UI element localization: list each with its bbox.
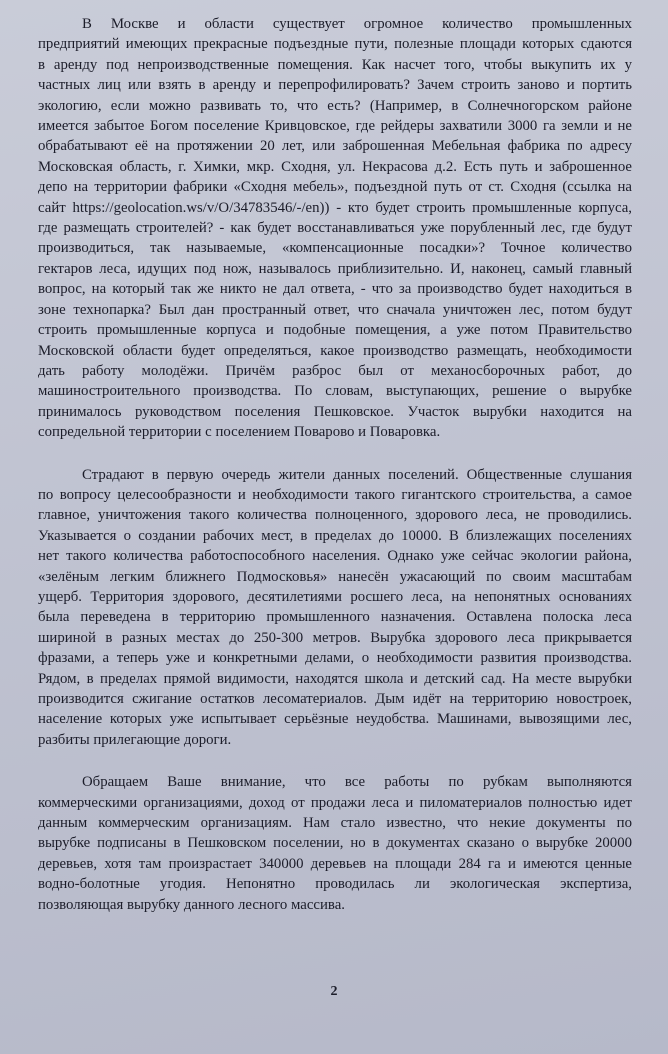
text-line: зоне технопарка? Был дан пространный ответ, что сначала уничтожен лес, потом будут [38,301,632,318]
text-line: вопрос, на который так же никто не дал ответа, - что за производство будет находиться в [38,281,632,298]
text-line: ущерб. Территория здорового, десятилетиями росшего леса, на непонятных основаниях [38,588,632,605]
text-line: депо на территории фабрики «Сходня мебель», подъездной путь от ст. Сходня (ссылка на [38,179,632,196]
paragraph [38,14,632,443]
text-line: Страдают в первую очередь жители данных поселений. Общественные слушания [82,466,632,483]
text-line: коммерческими организациями, доход от продажи леса и пиломатериалов полностью идет [38,794,632,811]
text-line: в аренду под непроизводственные помещения. Как насчет того, чтобы выкупить их у [38,56,632,73]
text-line: позволяющая вырубку данного лесного массива. [38,896,345,913]
text-line: дать работу молодёжи. Причём разброс был от механосборочных работ, до [38,362,632,379]
text-line: Обращаем Ваше внимание, что все работы по рубкам выполняются [82,774,632,791]
text-line: Указывается о создании рабочих мест, в пределах до 10000. В близлежащих поселениях [38,527,632,544]
text-line: данным коммерческим организациям. Нам стало известно, что некие документы по [38,815,632,832]
text-line: нет такого количества работоспособного населения. Однако уже сейчас экологии района, [38,548,632,565]
text-line: сайт https://geolocation.ws/v/O/34783546/-/en)) - кто будет строить промышленные корпуса, [38,199,632,216]
text-line: шириной в разных местах до 250-300 метров. Вырубка здорового леса прикрывается [38,629,632,646]
text-line: водно-болотные угодия. Непонятно проводилась ли экологическая экспертиза, [38,876,632,893]
paragraph [38,772,632,915]
text-line: Рядом, в пределах прямой видимости, находятся школа и детский сад. На месте вырубки [38,670,632,687]
text-line: производится сжигание остатков лесоматериалов. Дым идёт на территорию новостроек, [38,691,632,707]
text-line: гектаров леса, идущих под нож, называлось приблизительно. И, наконец, самый главный [38,260,632,277]
text-line: сопредельной территории с поселением Поварово и Поваровка. [38,424,441,441]
text-line: предприятий имеющих прекрасные подъездные пути, полезные площади которых сдаются [38,36,632,53]
text-line: деревьев, хотя там произрастает 340000 деревьев на площади 284 га и имеются ценные [38,855,632,872]
text-line: Московской области будет определяться, какое производство размещать, необходимости [38,342,632,359]
text-line: вырубке подписаны в Пешковском поселении, но в документах сказано о вырубке 20000 [38,835,632,852]
text-line: была переведена в территорию промышленного назначения. Оставлена полоска леса [38,609,632,626]
text-line: производиться, так называемые, «компенсационные посадки»? Точное количество [38,240,632,257]
text-line: Московская область, г. Химки, мкр. Сходня, ул. Некрасова д.2. Есть путь и заброшенное [38,158,632,175]
text-line: частных лиц или взять в аренду и перепрофилировать? Зачем строить заново и портить [38,77,632,94]
text-line: принималось руководством поселения Пешковское. Участок вырубки находится на [38,403,632,420]
page-number: 2 [330,984,338,999]
text-line: В Москве и области существует огромное количество промышленных [82,16,632,32]
text-line: население которых уже испытывает серьёзные неудобства. Машинами, вывозящими лес, [38,711,632,728]
paragraph [38,465,632,751]
text-line: строить промышленные корпуса и подобные помещения, а уже потом Правительство [38,322,632,339]
text-line: обрабатывают её на протяжении 20 лет, или заброшенная Мебельная фабрика по адресу [38,138,632,155]
text-line: экологию, если можно развивать то, что есть? (Например, в Солнечногорском районе [38,97,632,114]
text-line: машиностроительного производства. По словам, выступающих, решение о вырубке [38,383,632,400]
text-line: имеется забытое Богом поселение Кривцовское, где рейдеры захватили 3000 га земли и не [38,118,632,135]
text-line: разбиты прилегающие дороги. [38,731,232,748]
text-line: по вопросу целесообразности и необходимости такого гигантского строительства, а самое [38,486,632,503]
text-line: где размещать строителей? - как будет восстанавливаться уже порубленный лес, где будут [38,220,632,237]
text-line: главное, уничтожения такого количества полноценного, здорового леса, не проводились. [38,507,632,524]
document-body [38,14,632,915]
text-line: фразами, а теперь уже и конкретными делами, о необходимости развития производства. [38,650,632,667]
text-line: «зелёным легким ближнего Подмосковья» нанесён ужасающий по своим масштабам [38,568,632,585]
